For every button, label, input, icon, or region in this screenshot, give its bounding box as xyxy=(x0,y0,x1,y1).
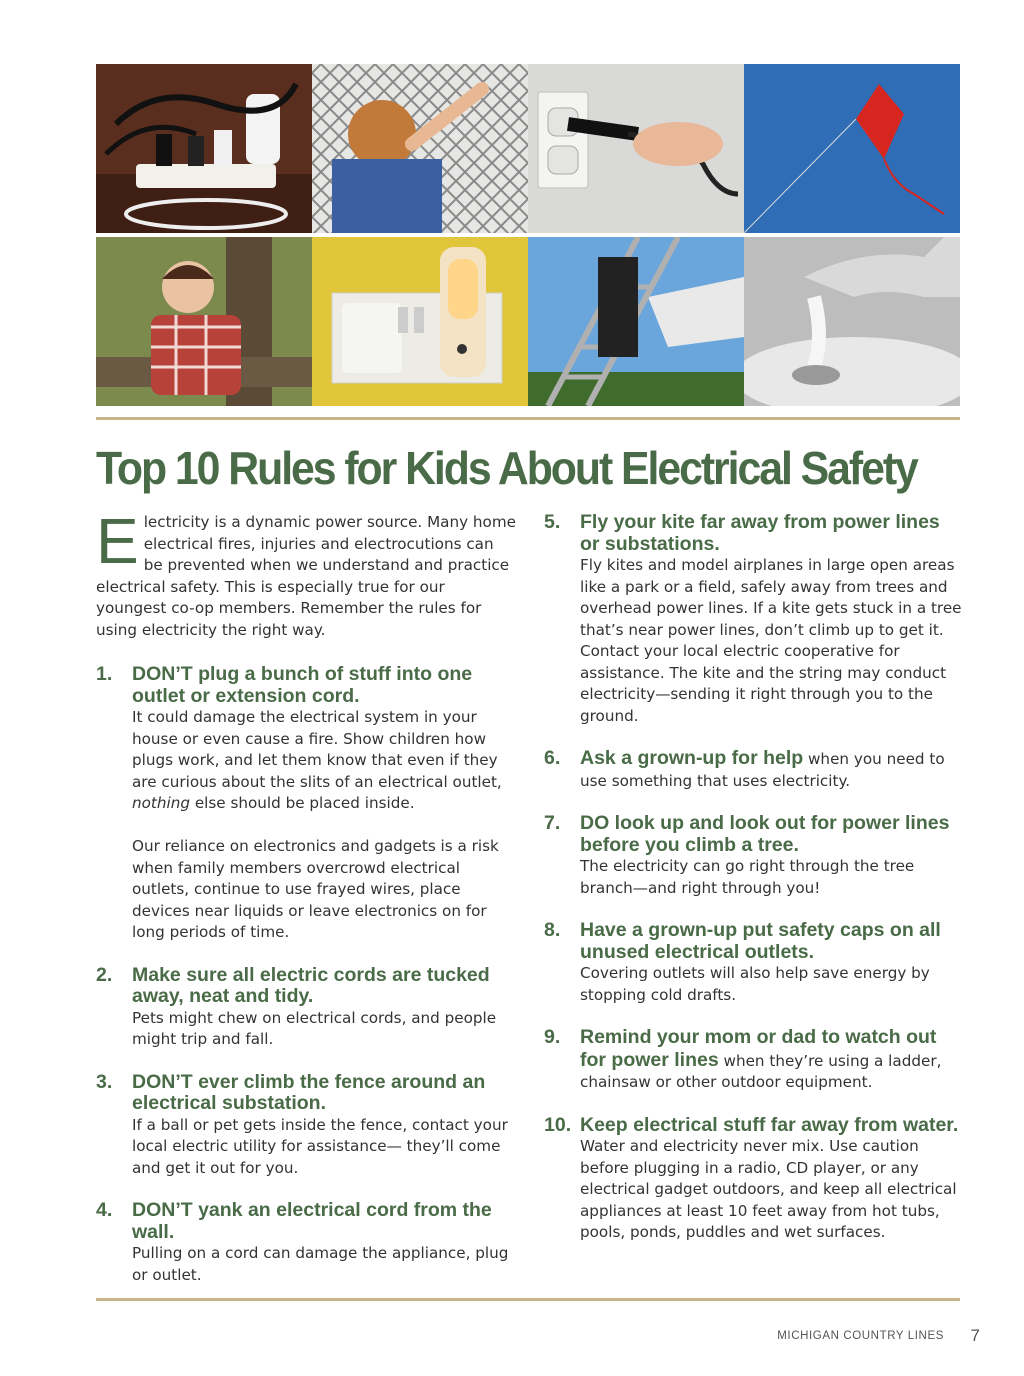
rule-10 xyxy=(544,1115,964,1244)
rule-number: 7. xyxy=(544,812,561,834)
rule-body: The electricity can go right through the tree branch—and right through you! xyxy=(580,857,915,897)
rule-6 xyxy=(544,748,964,792)
rule-title: DON’T ever climb the fence around an electrical substation. xyxy=(132,1070,486,1114)
emphasis-text: nothing xyxy=(132,794,190,812)
rule-4 xyxy=(96,1200,516,1286)
right-column xyxy=(544,512,964,1265)
drop-cap: E xyxy=(96,505,139,577)
rule-body xyxy=(132,707,516,815)
rule-number: 8. xyxy=(544,919,561,941)
page-title: Top 10 Rules for Kids About Electrical Safety xyxy=(96,442,917,494)
rule-title: Remind your mom or dad to watch out for power lines xyxy=(580,1026,937,1071)
rule-body-part: It could damage the electrical system in your house or even cause a fire. Show children how plugs work, and let them know that even if they are curious about the slits of an electrical outlet, xyxy=(132,708,502,791)
rule-8 xyxy=(544,920,964,1006)
rule-5 xyxy=(544,512,964,727)
photo-plug-outlet xyxy=(528,64,744,233)
rule-body: Fly kites and model airplanes in large open areas like a park or a field, safely away from trees and overhead power lines. If a kite gets stuck in a tree that’s near power lines, don’t climb up to get it. Contact your local electric cooperative for assistance. The kite and the string may conduct electricity—sending it right through you to the ground. xyxy=(580,556,962,725)
rule-body: Pets might chew on electrical cords, and people might trip and fall. xyxy=(132,1008,497,1048)
rule-inline-text: when they’re using a ladder, chainsaw or other outdoor equipment. xyxy=(580,1051,942,1091)
rule-body: Pulling on a cord can damage the appliance, plug or outlet. xyxy=(132,1244,509,1284)
photo-ladder-roof xyxy=(528,237,744,406)
rule-number: 1. xyxy=(96,663,113,685)
rule-title: Ask a grown-up for help xyxy=(580,747,804,769)
rule-7 xyxy=(544,813,964,899)
photo-grid xyxy=(96,64,960,406)
rule-title: DON’T plug a bunch of stuff into one outlet or extension cord. xyxy=(132,663,473,707)
rule-number: 2. xyxy=(96,963,113,986)
rule-number: 10. xyxy=(544,1113,572,1136)
rule-body xyxy=(580,748,964,792)
bottom-divider xyxy=(96,1298,960,1301)
intro-paragraph xyxy=(96,505,516,641)
rule-body: Water and electricity never mix. Use caution before plugging in a radio, CD player, or any electrical gadget outdoors, and keep all electrical appliances at least 10 feet away from hot tubs, pools, ponds, puddles and wet surfaces. xyxy=(580,1137,957,1241)
rule-body-second: Our reliance on electronics and gadgets is a risk when family members overcrowd electrical outlets, continue to use frayed wires, place devices near liquids or leave electronics on for long periods of time. xyxy=(132,837,499,941)
rule-title: DON’T yank an electrical cord from the wall. xyxy=(132,1199,492,1243)
rule-body xyxy=(580,1027,964,1094)
rule-title: Make sure all electric cords are tucked away, neat and tidy. xyxy=(132,963,490,1007)
rule-body: If a ball or pet gets inside the fence, contact your local electric utility for assistance— they’ll come and get it out for you. xyxy=(132,1115,508,1177)
photo-faucet-water xyxy=(744,237,960,406)
rule-1 xyxy=(96,664,516,944)
publication-name: MICHIGAN COUNTRY LINES xyxy=(777,1330,944,1342)
intro-text: lectricity is a dynamic power source. Many home electrical fires, injuries and electrocutions can be prevented when we understand and practice electrical safety. This is especially true for our youngest co-op members. Remember the rules for using electricity the right way. xyxy=(96,513,516,639)
rule-number: 3. xyxy=(96,1070,113,1093)
photo-kite-sky xyxy=(744,64,960,233)
rule-title: Keep electrical stuff far away from water. xyxy=(580,1113,959,1136)
rule-3 xyxy=(96,1072,516,1180)
rule-number: 6. xyxy=(544,747,561,769)
rule-inline-text: when you need to use something that uses electricity. xyxy=(580,750,945,790)
photo-boy-climbing-fence xyxy=(312,64,528,233)
rule-body-part: else should be placed inside. xyxy=(194,794,415,812)
photo-boy-in-tree xyxy=(96,237,312,406)
left-column xyxy=(96,505,516,1307)
top-divider xyxy=(96,417,960,420)
rule-number: 4. xyxy=(96,1199,113,1221)
photo-night-light-outlet xyxy=(312,237,528,406)
rule-title: Have a grown-up put safety caps on all unused electrical outlets. xyxy=(580,919,941,963)
rule-9 xyxy=(544,1027,964,1094)
rule-body: Covering outlets will also help save energy by stopping cold drafts. xyxy=(580,964,930,1004)
rule-number: 9. xyxy=(544,1026,561,1048)
rule-title: Fly your kite far away from power lines or substations. xyxy=(580,511,940,555)
rule-title: DO look up and look out for power lines before you climb a tree. xyxy=(580,812,950,856)
rule-2 xyxy=(96,965,516,1051)
page-number: 7 xyxy=(970,1326,980,1345)
rule-number: 5. xyxy=(544,511,561,533)
photo-overloaded-power-strip xyxy=(96,64,312,233)
